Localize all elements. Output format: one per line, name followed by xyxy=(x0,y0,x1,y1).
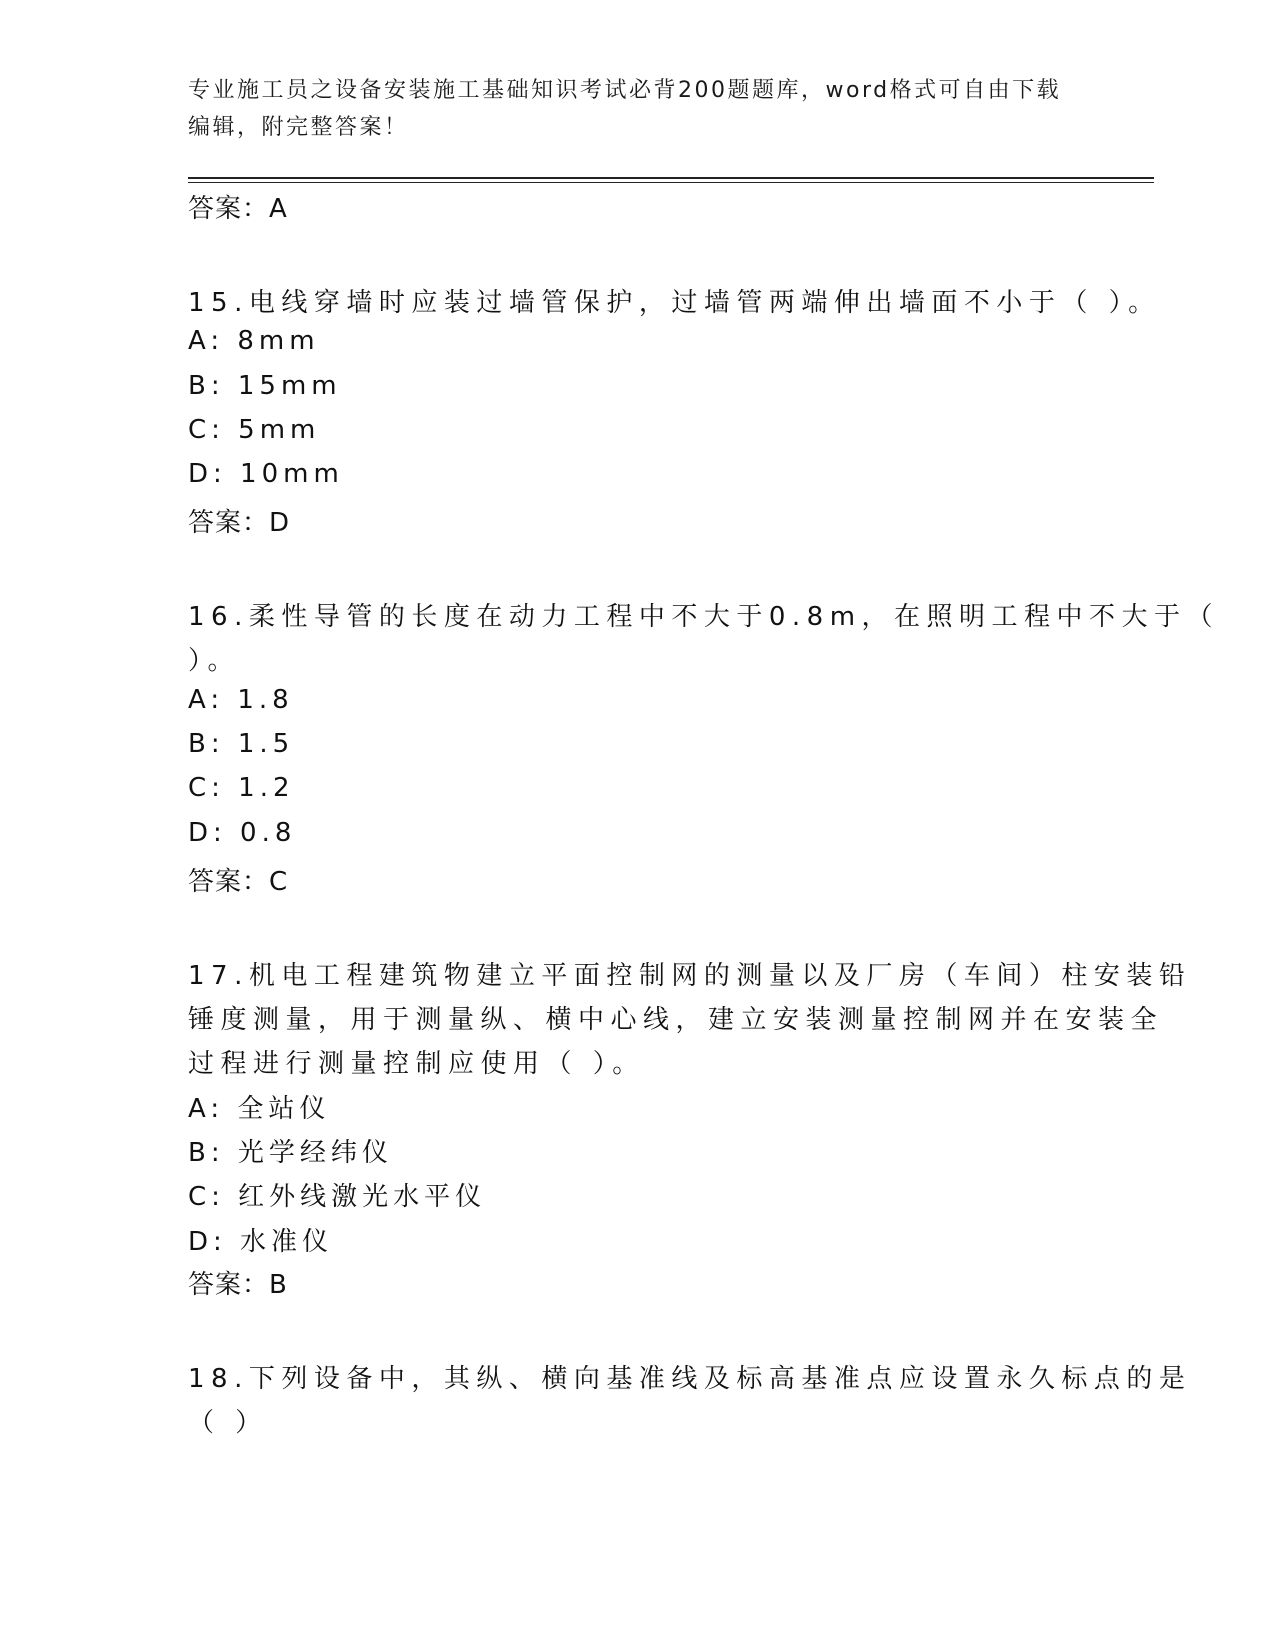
question-16-text-line-2: ）。 xyxy=(188,646,241,676)
question-17-answer: 答案：B xyxy=(188,1270,288,1300)
question-15-option-b: B: 15mm xyxy=(188,371,342,401)
question-15-option-c: C: 5mm xyxy=(188,415,321,445)
question-16-option-b: B: 1.5 xyxy=(188,729,295,759)
question-16-answer: 答案：C xyxy=(188,867,289,897)
question-16-text-line-1: 16.柔性导管的长度在动力工程中不大于0.8m，在照明工程中不大于（ xyxy=(188,602,1220,632)
question-15-text-line-1: 15.电线穿墙时应装过墙管保护，过墙管两端伸出墙面不小于（ ）。 xyxy=(188,288,1161,318)
header-divider-thin xyxy=(188,182,1154,183)
header-line-2: 编辑，附完整答案！ xyxy=(188,115,409,140)
question-16-option-a: A: 1.8 xyxy=(188,685,294,715)
question-17-option-c: C: 红外线激光水平仪 xyxy=(188,1182,487,1212)
question-17-option-b: B: 光学经纬仪 xyxy=(188,1138,393,1168)
question-17-text-line-2: 锤度测量，用于测量纵、横中心线，建立安装测量控制网并在安装全 xyxy=(188,1005,1164,1035)
question-16-option-c: C: 1.2 xyxy=(188,773,295,803)
question-17-option-d: D: 水准仪 xyxy=(188,1227,334,1257)
question-18-text-line-1: 18.下列设备中，其纵、横向基准线及标高基准点应设置永久标点的是 xyxy=(188,1364,1192,1394)
question-16-option-d: D: 0.8 xyxy=(188,818,297,848)
question-15-answer: 答案：D xyxy=(188,508,291,538)
question-17-option-a: A: 全站仪 xyxy=(188,1094,331,1124)
header-divider-thick xyxy=(188,177,1154,179)
question-17-text-line-1: 17.机电工程建筑物建立平面控制网的测量以及厂房（车间）柱安装铅 xyxy=(188,961,1192,991)
previous-answer: 答案：A xyxy=(188,194,288,224)
header-line-1: 专业施工员之设备安装施工基础知识考试必背200题题库，word格式可自由下载 xyxy=(188,78,1062,103)
document-header xyxy=(188,72,1088,146)
question-18-text-line-2: （ ） xyxy=(188,1408,268,1438)
question-17-text-line-3: 过程进行测量控制应使用（ ）。 xyxy=(188,1049,645,1079)
question-15-option-a: A: 8mm xyxy=(188,326,320,356)
question-15-option-d: D: 10mm xyxy=(188,459,344,489)
